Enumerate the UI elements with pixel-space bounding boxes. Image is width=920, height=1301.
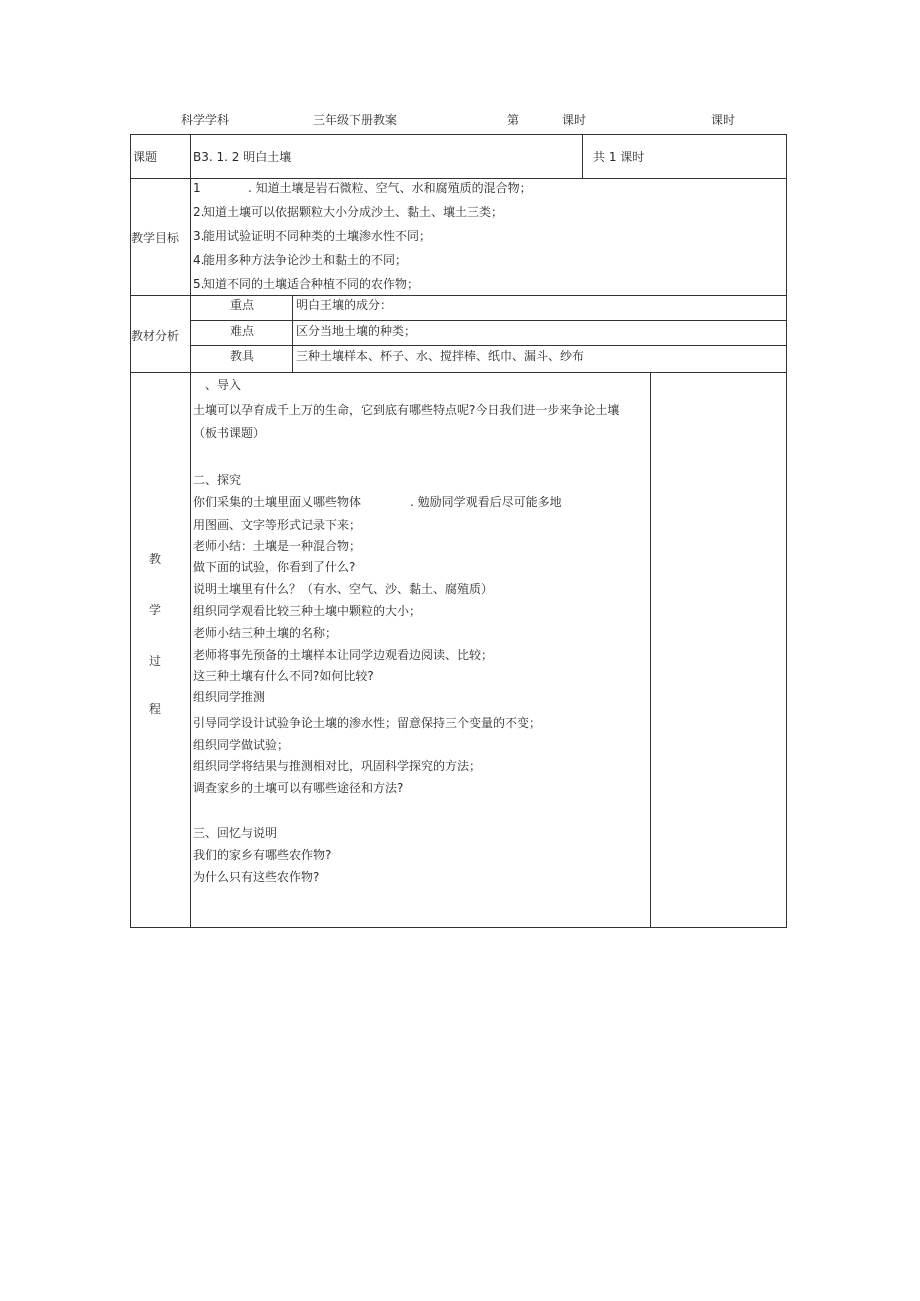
notes-column-divider (650, 372, 651, 928)
process-line: 引导同学设计试验争论土壤的渗水性；留意保持三个变量的不变； (193, 716, 542, 730)
process-line: （板书课题） (193, 426, 266, 440)
process-line: 组织同学观看比较三种土壤中颗粒的大小； (193, 604, 422, 618)
subrow-divider (191, 345, 787, 346)
process-label-char: 教 (149, 552, 162, 566)
label-column-divider (190, 134, 191, 928)
goal-number: 1 (193, 181, 201, 195)
goal-number: 4. (193, 253, 205, 267)
process-line: 这三种土壤有什么不同?如何比较? (193, 669, 374, 683)
goal-text: 知道土壤可以依据颗粒大小分成沙土、黏土、壤土三类； (203, 205, 504, 219)
analysis-key: 重点 (230, 298, 255, 312)
analysis-label: 教材分析 (131, 329, 180, 343)
goal-number: 5. (193, 277, 205, 291)
total-column-divider (582, 134, 583, 179)
section-heading: 、导入 (205, 378, 242, 392)
header-grade: 三年级下册教案 (313, 113, 398, 127)
process-line: 我们的家乡有哪些农作物? (193, 848, 332, 862)
table-border-top (130, 134, 787, 135)
section-heading: 三、回忆与说明 (193, 826, 278, 840)
row-divider (130, 178, 787, 179)
analysis-value: 明白王壤的成分： (296, 298, 393, 312)
row-divider (130, 295, 787, 296)
header-period-2: 课时 (711, 113, 736, 127)
analysis-value: 区分当地土壤的种类； (296, 324, 417, 338)
process-line: . 勉励同学观看后尽可能多地 (410, 495, 562, 509)
goal-text: 能用多种方法争论沙土和黏土的不同； (203, 253, 408, 267)
header-period: 课时 (562, 113, 587, 127)
subrow-divider (191, 320, 787, 321)
process-line: 你们采集的土壤里面乂哪些物体 (193, 495, 362, 509)
process-line: 老师将事先预备的土壤样本让同学边观看边阅读、比较； (193, 648, 494, 662)
header-subject: 科学学科 (181, 113, 230, 127)
process-line: 组织同学将结果与推测相对比，巩固科学探究的方法； (193, 759, 482, 773)
goals-label: 教学目标 (131, 231, 180, 245)
row-divider (130, 372, 787, 373)
process-line: 组织同学推测 (193, 690, 266, 704)
section-heading: 二、探究 (193, 473, 242, 487)
process-line: 为什么只有这些农作物? (193, 870, 320, 884)
analysis-key: 难点 (230, 324, 255, 338)
goal-text: 能用试验证明不同种类的土壤渗水性不同； (203, 229, 432, 243)
process-line: 组织同学做试验； (193, 738, 290, 752)
goal-text: . 知道土壤是岩石微粒、空气、水和腐殖质的混合物； (248, 181, 532, 195)
table-border-bottom (130, 927, 787, 928)
analysis-value: 三种土壤样本、杯子、水、搅拌棒、纸巾、漏斗、纱布 (296, 349, 585, 363)
process-line: 说明土壤里有什么？（有水、空气、沙、黏土、腐殖质） (193, 582, 494, 596)
process-label-char: 学 (149, 603, 162, 617)
process-label-char: 程 (149, 702, 162, 716)
topic-total: 共 1 课时 (593, 150, 645, 164)
topic-title: B3. 1. 2 明白土壤 (193, 150, 292, 164)
process-line: 土壤可以孕育成千上万的生命，它到底有哪些特点呢?今日我们进一步来争论土壤 (193, 403, 620, 417)
process-line: 用图画、文字等形式记录下来； (193, 518, 362, 532)
analysis-key-divider (292, 295, 293, 373)
process-line: 老师小结三种土壤的名称； (193, 626, 338, 640)
process-line: 做下面的试验，你看到了什么? (193, 560, 356, 574)
table-border-left (130, 134, 131, 928)
process-line: 调查家乡的土壤可以有哪些途径和方法? (193, 781, 404, 795)
process-label-char: 过 (149, 654, 162, 668)
analysis-key: 教具 (230, 349, 255, 363)
topic-label: 课题 (133, 150, 158, 164)
process-line: 老师小结：土壤是一种混合物； (193, 539, 362, 553)
header-lesson-no: 第 (507, 113, 520, 127)
table-border-right (786, 134, 787, 928)
goal-number: 3. (193, 229, 205, 243)
goal-number: 2. (193, 205, 205, 219)
goal-text: 知道不同的土壤适合种植不同的农作物； (203, 277, 420, 291)
